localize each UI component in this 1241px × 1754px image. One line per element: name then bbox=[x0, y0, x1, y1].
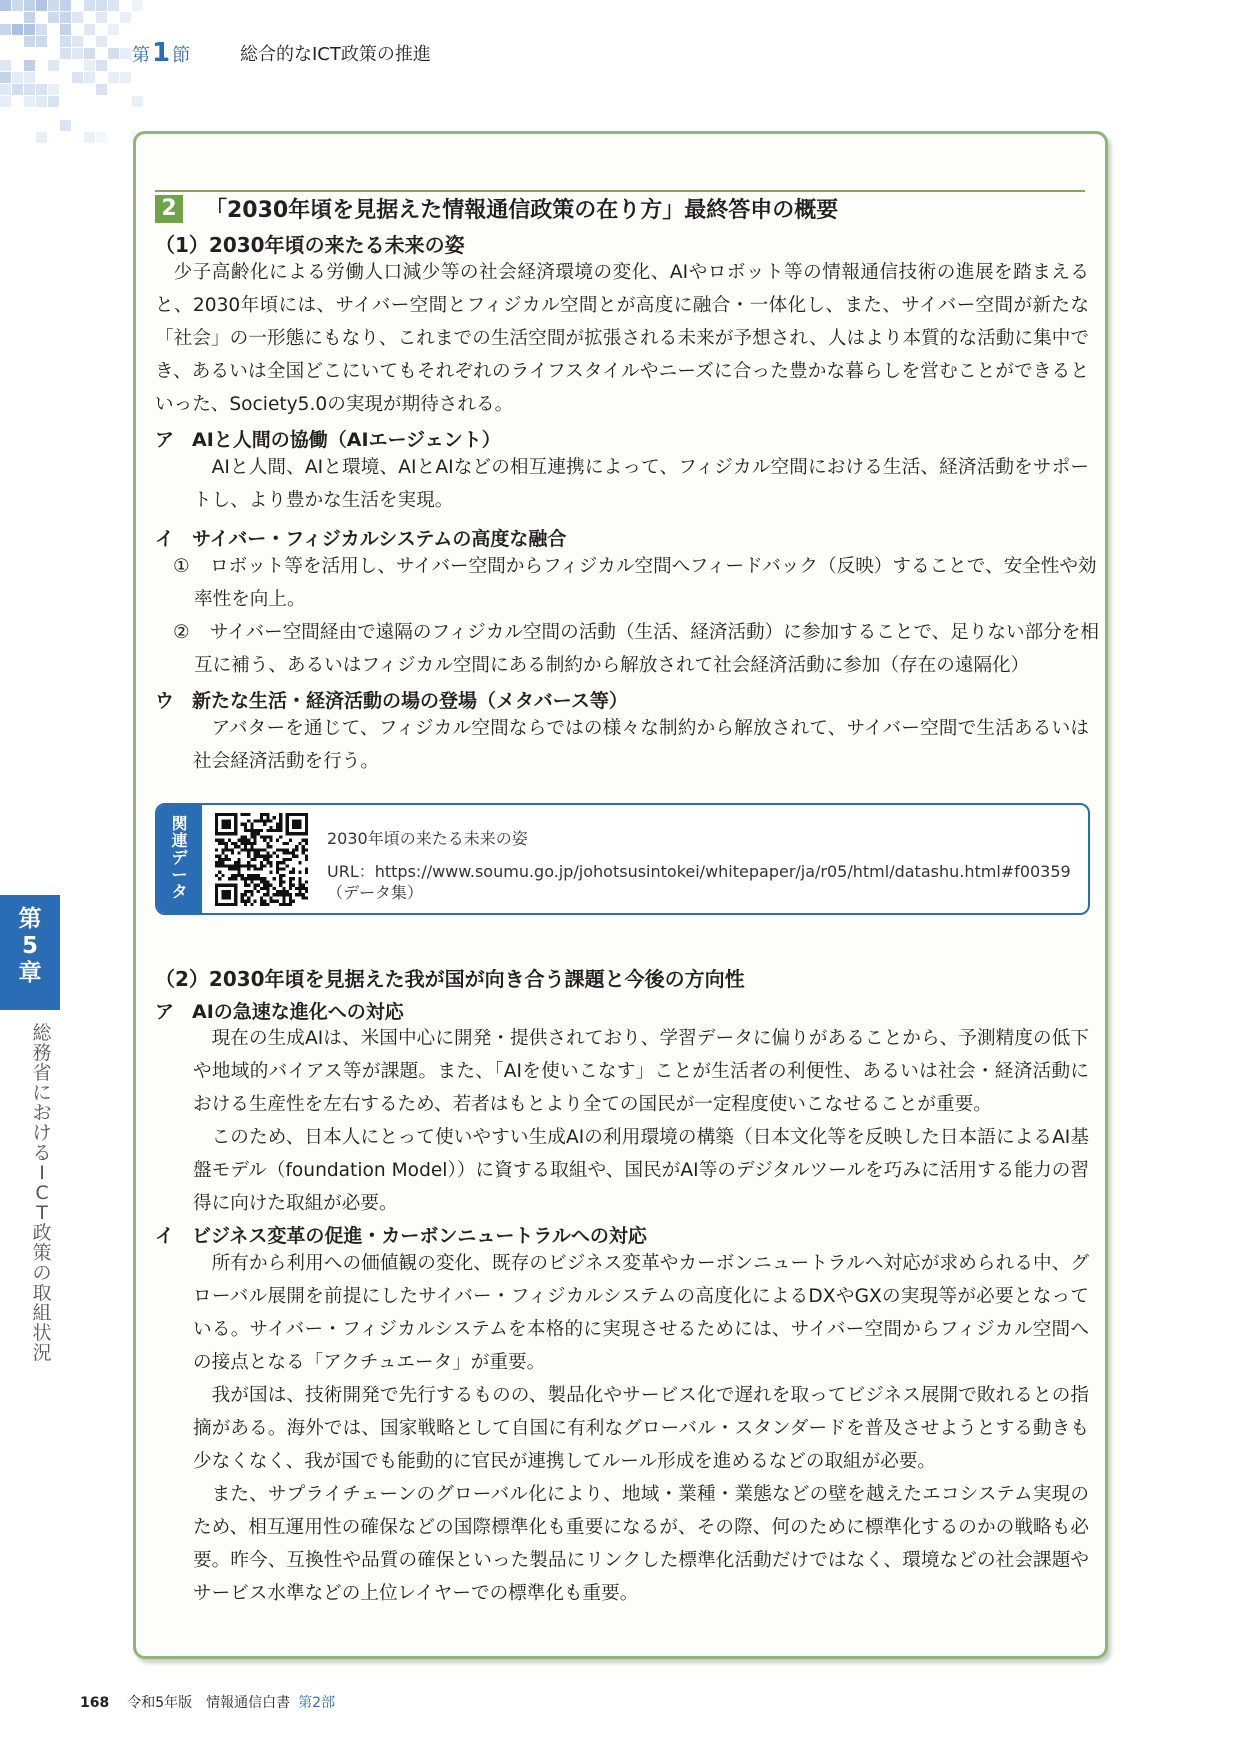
item-u-title: 新たな生活・経済活動の場の登場（メタバース等） bbox=[192, 690, 628, 712]
header-section-suffix: 節 bbox=[172, 45, 191, 66]
related-data-url[interactable]: URL：https://www.soumu.go.jp/johotsusintokei/whitepaper/ja/r05/html/datashu.html#f00359 bbox=[327, 862, 1071, 881]
part2-item-i-paragraph-2: 我が国は、技術開発で先行するものの、製品化やサービス化で遅れを取ってビジネス展開で敗れるとの指摘がある。海外では、国家戦略として自国に有利なグローバル・スタンダードを普及させようとする動きも少なくなく、我が国でも能動的に官民が連携してルール形成を進めるなどの取組が必要。 bbox=[193, 1385, 1089, 1472]
part-label: 第2部 bbox=[298, 1695, 336, 1711]
vertical-title-char: の bbox=[32, 1262, 52, 1284]
related-data-box bbox=[155, 803, 1090, 915]
section-number-badge: 2 bbox=[155, 195, 183, 223]
part2-item-i-paragraph-3: また、サプライチェーンのグローバル化により、地域・業種・業態などの壁を越えたエコシステム実現のため、相互運用性の確保などの国際標準化も重要になるが、その際、何のために標準化するのかの戦略も必要。昨今、互換性や品質の確保といった製品にリンクした標準化活動だけではなく、環境などの社会課題やサービス水準などの上位レイヤーでの標準化も重要。 bbox=[193, 1484, 1089, 1604]
part1-item-i-sub2 bbox=[173, 616, 1110, 682]
part2-heading: （2）2030年頃を見据えた我が国が向き合う課題と今後の方向性 bbox=[155, 967, 745, 991]
item-i-marker: イ bbox=[155, 528, 175, 550]
related-tab-char: 関 bbox=[171, 814, 188, 833]
related-tab-char: デ bbox=[171, 848, 188, 867]
part1-intro-paragraph: 少子高齢化による労働人口減少等の社会経済環境の変化、AIやロボット等の情報通信技術の進展を踏まえると、2030年頃には、サイバー空間とフィジカル空間とが高度に融合・一体化し、また、サイバー空間が新たな「社会」の一形態にもなり、これまでの生活空間が拡張される未来が予想され、人はより本質的な活動に集中でき、あるいは全国どこにいてもそれぞれのライフスタイルやニーズに合った豊かな暮らしを営むことができるといった、Society5.0の実現が期待される。 bbox=[155, 262, 1089, 415]
chapter-tab-char: 章 bbox=[18, 960, 42, 986]
item-i-title: サイバー・フィジカルシステムの高度な融合 bbox=[192, 528, 567, 550]
part1-item-u-heading bbox=[155, 686, 628, 713]
item-a-marker: ア bbox=[155, 1001, 175, 1023]
part1-item-i-sub1 bbox=[173, 550, 1110, 616]
vertical-title-char: I bbox=[39, 1162, 45, 1184]
chapter-tab bbox=[0, 895, 60, 1010]
part2-item-a-paragraph-1: 現在の生成AIは、米国中心に開発・提供されており、学習データに偏りがあることから、予測精度の低下や地域的バイアス等が課題。また、「AIを使いこなす」ことが生活者の利便性、あるいは社会・経済活動における生産性を左右するため、若者はもとより全ての国民が一定程度使いこなせることが重要。 bbox=[193, 1028, 1089, 1115]
vertical-title-char: け bbox=[32, 1122, 52, 1144]
vertical-title-char: る bbox=[32, 1142, 52, 1164]
part1-heading: （1）2030年頃の来たる未来の姿 bbox=[155, 233, 465, 257]
header-mosaic-decoration bbox=[0, 0, 150, 150]
item-a-marker: ア bbox=[155, 429, 175, 451]
related-data-tab bbox=[157, 805, 202, 915]
part1-item-u-text: アバターを通じて、フィジカル空間ならではの様々な制約から解放されて、サイバー空間で生活あるいは社会経済活動を行う。 bbox=[193, 718, 1089, 772]
related-data-note: （データ集） bbox=[327, 883, 424, 902]
chapter-vertical-title bbox=[27, 1023, 57, 1363]
vertical-title-char: 組 bbox=[32, 1302, 52, 1324]
vertical-title-char: に bbox=[32, 1082, 52, 1104]
chapter-tab-char: 第 bbox=[18, 906, 42, 932]
vertical-title-char: 省 bbox=[32, 1062, 52, 1084]
item-a-title: AIの急速な進化への対応 bbox=[192, 1001, 404, 1023]
sub1-text: ロボット等を活用し、サイバー空間からフィジカル空間へフィードバック（反映）することで、安全性や効率性を向上。 bbox=[194, 556, 1097, 610]
vertical-title-char: 務 bbox=[32, 1042, 52, 1064]
section-rule bbox=[155, 190, 1085, 192]
vertical-title-char: 取 bbox=[32, 1282, 52, 1304]
vertical-title-char: C bbox=[35, 1182, 49, 1204]
part2-item-a-paragraph-2: このため、日本人にとって使いやすい生成AIの利用環境の構築（日本文化等を反映した日本語によるAI基盤モデル（foundation Model））に資する取組や、国民がAI等のデジタルツールを巧みに活用する能力の習得に向けた取組が必要。 bbox=[193, 1127, 1089, 1214]
related-data-title: 2030年頃の来たる未来の姿 bbox=[327, 829, 528, 848]
part2-item-i-paragraph-1: 所有から利用への価値観の変化、既存のビジネス変革やカーボンニュートラルへ対応が求められる中、グローバル展開を前提にしたサイバー・フィジカルシステムの高度化によるDXやGXの実現等が必要となっている。サイバー・フィジカルシステムを本格的に実現させるためには、サイバー空間からフィジカル空間への接点となる「アクチュエータ」が重要。 bbox=[193, 1253, 1089, 1373]
item-a-title: AIと人間の協働（AIエージェント） bbox=[192, 429, 501, 451]
header-section-number: 1 bbox=[152, 38, 171, 68]
part1-item-a-heading bbox=[155, 425, 501, 452]
circled-2-marker: ② bbox=[173, 622, 190, 643]
publication-title: 令和5年版 情報通信白書 bbox=[127, 1695, 291, 1711]
vertical-title-char: お bbox=[32, 1102, 52, 1124]
chapter-tab-char: 5 bbox=[21, 933, 38, 959]
vertical-title-char: T bbox=[36, 1202, 48, 1224]
part2-item-a-heading bbox=[155, 997, 404, 1024]
header-section-label bbox=[132, 38, 190, 68]
page-footer bbox=[80, 1692, 335, 1712]
vertical-title-char: 政 bbox=[32, 1222, 52, 1244]
related-tab-char: ー bbox=[171, 865, 188, 884]
header-title: 総合的なICT政策の推進 bbox=[240, 44, 431, 65]
vertical-title-char: 況 bbox=[32, 1342, 52, 1364]
item-i-marker: イ bbox=[155, 1225, 175, 1247]
part1-item-a-text: AIと人間、AIと環境、AIとAIなどの相互連携によって、フィジカル空間における生活、経済活動をサポートし、より豊かな生活を実現。 bbox=[193, 457, 1089, 511]
page-number: 168 bbox=[80, 1695, 110, 1711]
part2-item-i-heading bbox=[155, 1221, 647, 1248]
item-u-marker: ウ bbox=[155, 690, 175, 712]
related-tab-char: タ bbox=[171, 882, 188, 901]
item-i-title: ビジネス変革の促進・カーボンニュートラルへの対応 bbox=[192, 1225, 647, 1247]
qr-code-icon[interactable] bbox=[215, 813, 308, 906]
part1-item-i-heading bbox=[155, 524, 566, 551]
vertical-title-char: 状 bbox=[32, 1322, 52, 1344]
vertical-title-char: 策 bbox=[32, 1242, 52, 1264]
sub2-text: サイバー空間経由で遠隔のフィジカル空間の活動（生活、経済活動）に参加することで、足りない部分を相互に補う、あるいはフィジカル空間にある制約から解放されて社会経済活動に参加（存在の遠隔化） bbox=[194, 622, 1099, 676]
circled-1-marker: ① bbox=[173, 556, 190, 577]
section-title: 「2030年頃を見据えた情報通信政策の在り方」最終答申の概要 bbox=[205, 198, 839, 223]
vertical-title-char: 総 bbox=[32, 1022, 52, 1044]
header-section-prefix: 第 bbox=[132, 45, 150, 66]
related-tab-char: 連 bbox=[171, 831, 188, 850]
